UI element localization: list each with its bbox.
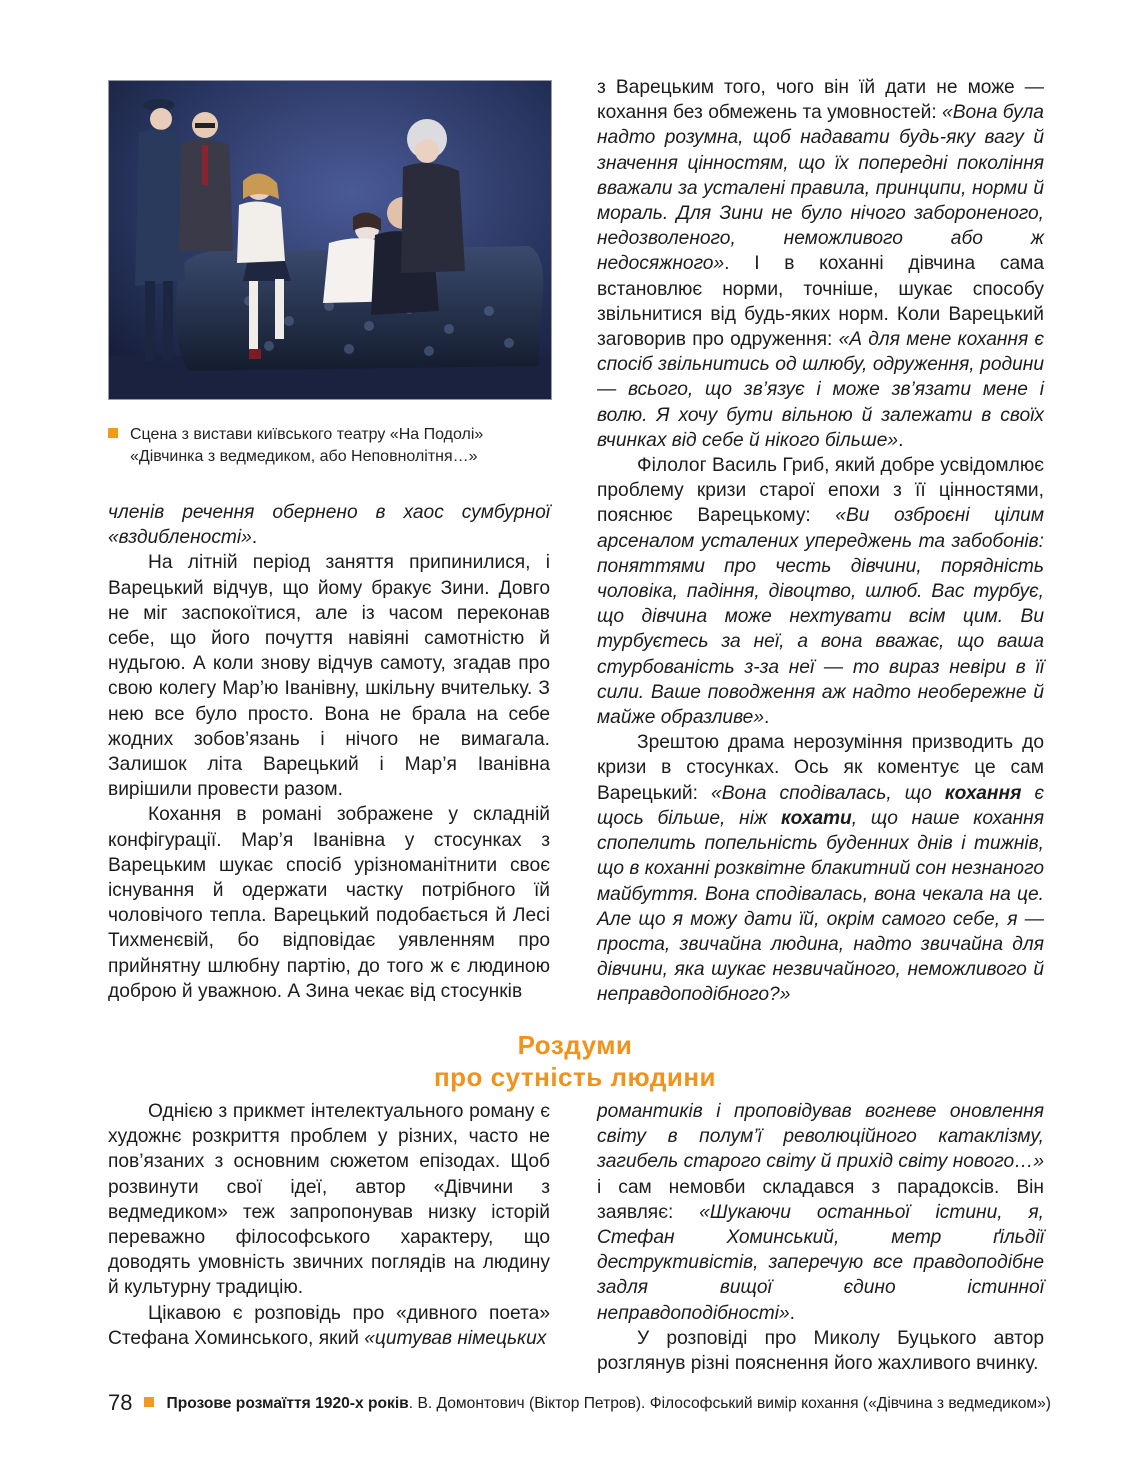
- emphasis-text: кохання: [944, 782, 1022, 804]
- quote-text: «Вона сподівалась, що: [711, 782, 945, 804]
- emphasis-text: кохати: [780, 807, 852, 829]
- text: Цікавою є розповідь про «дивного поета» Стефана Хоминського, який: [108, 1302, 550, 1349]
- quote-text: «цитував німецьких: [364, 1327, 547, 1349]
- text: і сам немовби складався з парадоксів. Він заявляє:: [597, 1176, 1044, 1223]
- theatre-scene-photo: [108, 80, 552, 400]
- text: .: [251, 527, 258, 549]
- page-footer: [108, 1390, 1068, 1416]
- quote-text: «А для мене кохання є спосіб звільнитись од шлюбу, одруження, родини — всього, що зв’язує і може зв’язати мене і волю. Я хочу бути вільною й залежати в своїх вчинках від себе й нікого більше»: [597, 329, 1044, 451]
- page-number: 78: [108, 1390, 133, 1415]
- text: . І в коханні дівчина сама встановлює норми, точніше, шукає способу звільнитися від будь-яких норм. Коли Варецький заговорив про одруження:: [597, 253, 1044, 351]
- paragraph: Кохання в романі зображене у складній конфігурації. Мар’я Іванівна у стосунках з Варецьким шукає спосіб урізноманітнити своє існування й одержати частку потрібного їй чоловічого тепла. Варецький подобається й Лесі Тихменєвій, бо відповідає уявленням про прийнятну шлюбну партію, до того ж є людиною доброю й уважною. А Зина чекає від стосунків: [108, 804, 550, 1002]
- caption-bullet-icon: [108, 428, 118, 438]
- paragraph: На літній період заняття припинилися, і Варецький відчув, що йому бракує Зини. Довго не міг заспокоїтися, але із часом переконав себе, що його почуття навіяні самотністю й нудьгою. А коли знову відчув самоту, згадав про свою колегу Мар’ю Іванівну, шкільну вчительку. З нею все було просто. Вона не брала на себе жодних зобов’язань і нічого не вимагала. Залишок літа Варецький і Мар’я Іванівна вирішили провести разом.: [108, 552, 550, 801]
- text: .: [898, 429, 904, 451]
- section-heading-line-1: Роздуми: [517, 1030, 633, 1060]
- text-column-bottom-left: [108, 1099, 550, 1351]
- text: .: [764, 707, 770, 729]
- chapter-title: Прозове розмаїття 1920-х років: [166, 1395, 409, 1412]
- quote-text: є щось більше, ніж: [597, 782, 1044, 829]
- paragraph: [108, 500, 550, 550]
- text-column-top-left: [108, 500, 550, 1004]
- footer-bullet-icon: [144, 1397, 154, 1407]
- quote-text: «Шукаючи останньої істини, я, Стефан Хоминський, метр ґільдії деструктивістів, заперечую все правдоподібне задля вищої єдино істинної неправдоподібності»: [597, 1201, 1044, 1324]
- paragraph: [597, 1099, 1044, 1326]
- quote-text: «Ви озброєні цілим арсеналом усталених упереджень та забобонів: поняттями про честь дівчини, порядність чоловіка, падіння, дівоцтво, шлюб. Вас турбує, що дівчина може нехтувати всім цим. Ви турбуєтесь за неї, а вона вважає, що ваша стурбованість з-за неї — то вираз невіри в її сили. Ваше поводження аж надто необережне й майже образливе»: [597, 505, 1044, 729]
- text-column-bottom-right: [597, 1099, 1044, 1376]
- text: з Варецьким того, чого він їй дати не може — кохання без обмежень та умовностей:: [597, 77, 1044, 124]
- text: Зрештою драма нерозуміння призводить до кризи в стосунках. Ось як коментує це сам Варецький:: [597, 732, 1044, 804]
- chapter-subtitle: . В. Домонтович (Віктор Петров). Філософський вимір кохання («Дівчина з ведмедиком»): [408, 1395, 1051, 1412]
- paragraph: [597, 453, 1044, 730]
- caption-line-1: Сцена з вистави київського театру «На Подолі»: [130, 426, 484, 443]
- quote-text: «Вона була надто розумна, щоб надавати будь-яку вагу й значення цінностям, що їх попередні покоління вважали за усталені правила, принципи, норми й мораль. Для Зини не було нічого забороненого, недозволеного, неможливого або ж недосяжного»: [597, 102, 1044, 275]
- text: .: [789, 1302, 795, 1324]
- text-column-top-right: [597, 75, 1044, 1008]
- quote-text: , що наше кохання спопелить попельність буденних днів і тижнів, що в коханні розквітне блакитний сон незнаного майбуття. Вона сподівалась, вона чекала на це. Але що я можу дати їй, окрім самого себе, я — проста, звичайна людина, надто звичайна для дівчини, яка шукає незвичайного, неможливого й неправдоподібного?»: [597, 807, 1044, 1006]
- quote-text: романтиків і проповідував вогневе оновлення світу в полум’ї революційного катаклізму, загибель старого світу й прихід світу нового…»: [597, 1101, 1044, 1173]
- paragraph: [597, 730, 1044, 1007]
- quote-text: членів речення обернено в хаос сумбурної «вздибленості»: [108, 502, 550, 549]
- section-heading-line-2: про сутність людини: [433, 1062, 717, 1092]
- paragraph: Однією з прикмет інтелектуального роману є художнє розкриття проблем у різних, часто не пов’язаних з основним сюжетом епізодах. Щоб розвинути свої ідеї, автор «Дівчини з ведмедиком» теж запропонував низку історій переважно філософського характеру, що доводять умовність звичних поглядів на людину й культурну традицію.: [108, 1101, 550, 1299]
- text: Філолог Василь Гриб, який добре усвідомлює проблему кризи старої епохи з її цінностями, пояснює Варецькому:: [597, 455, 1044, 527]
- section-heading: [380, 1029, 770, 1093]
- paragraph: [108, 1301, 550, 1351]
- photo-caption: [108, 424, 568, 468]
- paragraph: [597, 75, 1044, 453]
- caption-line-2: «Дівчинка з ведмедиком, або Неповнолітня…»: [130, 448, 478, 465]
- paragraph: У розповіді про Миколу Буцького автор розглянув різні пояснення його жахливого вчинку.: [597, 1327, 1044, 1375]
